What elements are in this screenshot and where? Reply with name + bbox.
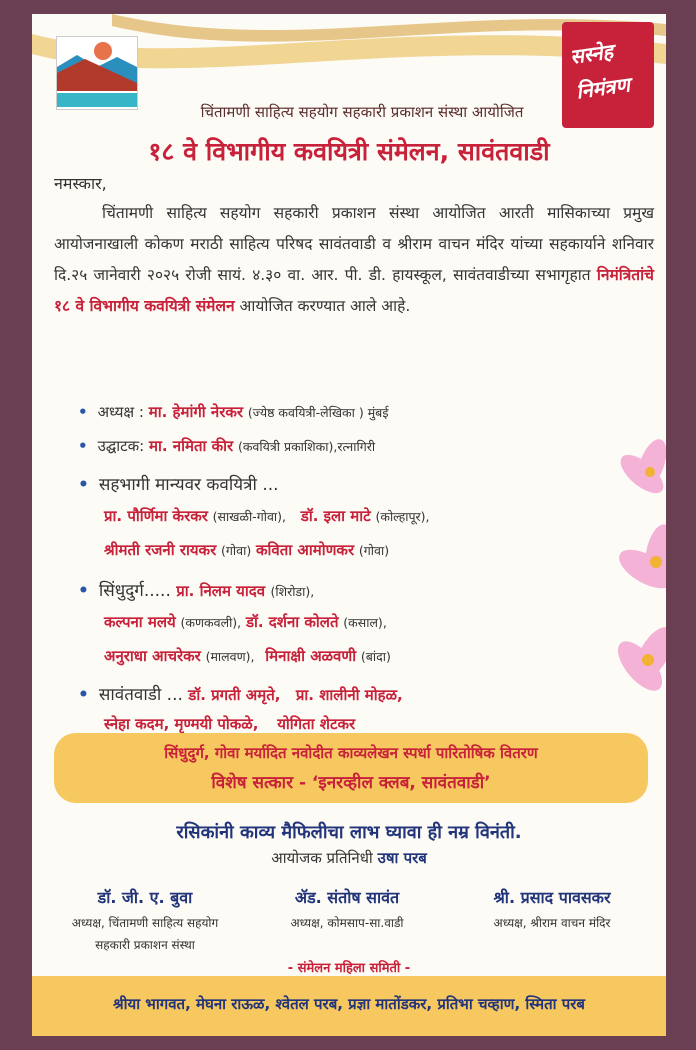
signatory-name: ॲड. संतोष सावंत	[294, 888, 400, 907]
bullet-icon: •	[78, 685, 89, 705]
poets-row-4	[104, 646, 391, 666]
flower-decoration	[602, 434, 666, 714]
award-banner	[54, 733, 648, 803]
chair-row	[78, 402, 388, 422]
bullet-icon: •	[78, 475, 89, 495]
organization-logo	[56, 36, 138, 110]
inaug-name: मा. नमिता कीर	[149, 437, 234, 455]
poets-row-2	[104, 540, 389, 560]
inaug-note: (कवयित्री प्रकाशिका),रत्नागिरी	[237, 439, 376, 454]
banner-line1: सिंधुदुर्ग, गोवा मर्यादित नवोदीत काव्यलेखन स्पर्धा पारितोषिक वितरण	[164, 744, 538, 762]
signatory-role: अध्यक्ष, श्रीराम वाचन मंदिर	[493, 916, 611, 930]
poet-place: (साखळी-गोवा),	[212, 509, 287, 524]
poet-name: स्नेहा कदम, मृण्मयी पोकळे,	[104, 715, 259, 733]
poet-name: अनुराधा आचरेकर	[104, 647, 201, 665]
signatory-role: अध्यक्ष, कोमसाप-सा.वाडी	[290, 916, 404, 930]
chair-label: अध्यक्ष :	[97, 403, 144, 421]
para-highlight: निमंत्रितांचे १८ वे विभागीय कवयित्री संमेलन	[54, 266, 654, 315]
poets-heading	[78, 472, 279, 495]
organizer-rep	[32, 848, 666, 868]
poet-name: कविता आमोणकर	[256, 541, 355, 559]
badge-line2: निमंत्रण	[574, 72, 632, 104]
poet-place: (मालवण),	[205, 649, 255, 664]
committee-members: श्रीया भागवत, मेघना राऊळ, श्वेतल परब, प्रज्ञा मातोंडकर, प्रतिभा चव्हाण, स्मिता परब	[113, 995, 585, 1013]
sawantwadi-label: सावंतवाडी ...	[98, 685, 183, 705]
chair-name: मा. हेमांगी नेरकर	[148, 403, 244, 421]
signatory-role: सहकारी प्रकाशन संस्था	[95, 938, 195, 952]
poets-row-1	[104, 506, 430, 526]
signatory-name: डॉ. जी. ए. बुवा	[97, 888, 193, 907]
intro-paragraph	[54, 198, 654, 322]
rep-label: आयोजक प्रतिनिधी	[271, 849, 373, 867]
bullet-icon: •	[78, 403, 88, 421]
poet-name: डॉ. दर्शना कोलते	[245, 613, 339, 631]
signatory-name: श्री. प्रसाद पावसकर	[493, 888, 611, 907]
poet-place: (बांदा)	[360, 649, 391, 664]
greeting: नमस्कार,	[54, 174, 107, 193]
poet-place: (कसाल),	[343, 615, 387, 630]
committee-heading: - संमेलन महिला समिती -	[287, 961, 411, 976]
poets-row-3	[104, 612, 387, 632]
signatory-2	[252, 886, 442, 934]
poet-place: (गोवा)	[221, 543, 252, 558]
poet-name: श्रीमती रजनी रायकर	[104, 541, 217, 559]
signatory-3	[452, 886, 652, 934]
poet-name: मिनाक्षी अळवणी	[265, 647, 357, 665]
poet-name: योगिता शेटकर	[277, 715, 356, 733]
sindhudurg-row	[78, 578, 314, 601]
inaug-label: उद्घाटक:	[97, 437, 145, 455]
poets-heading-text: सहभागी मान्यवर कवयित्री ...	[98, 475, 279, 495]
poet-place: (कणकवली),	[180, 615, 242, 630]
poet-name: डॉ. प्रगती अमृते,	[188, 686, 281, 704]
poet-place: (कोल्हापूर),	[375, 509, 430, 524]
poet-place: (गोवा)	[358, 543, 390, 558]
signatory-role: अध्यक्ष, चिंतामणी साहित्य सहयोग	[71, 916, 219, 930]
rep-name: उषा परब	[377, 849, 427, 867]
para-part1: चिंतामणी साहित्य सहयोग सहकारी प्रकाशन संस्था आयोजित आरती मासिकाच्या प्रमुख आयोजनाखाली कोकण मराठी साहित्य परिषद सावंतवाडी व श्रीराम वाचन मंदिर यांच्या सहकार्याने शनिवार दि.२५ जानेवारी २०२५ रोजी सायं. ४.३० वा. आर. पी. डी. हायस्कूल, सावंतवाडीच्या सभागृहात	[54, 204, 654, 284]
inaugurator-row	[78, 436, 375, 456]
appeal-text: रसिकांनी काव्य मैफिलीचा लाभ घ्यावा ही नम्र विनंती.	[176, 822, 522, 843]
badge-line1: सस्नेह	[568, 39, 615, 69]
poet-name: प्रा. शालीनी मोहळ,	[295, 686, 403, 704]
para-part2: आयोजित करण्यात आले आहे.	[239, 297, 411, 315]
poet-name: प्रा. पौर्णिमा केरकर	[104, 507, 208, 525]
banner-line2: विशेष सत्कार - ‘इनरव्हील क्लब, सावंतवाडी’	[211, 773, 491, 793]
signatory-1	[40, 886, 250, 956]
poet-name: कल्पना मलये	[104, 613, 176, 631]
poet-name: डॉ. इला माटे	[300, 507, 371, 525]
committee-footer	[32, 976, 666, 1036]
invitation-badge	[562, 22, 654, 128]
poet-place: (शिरोडा),	[270, 584, 315, 599]
organizer-line: चिंतामणी साहित्य सहयोग सहकारी प्रकाशन संस्था आयोजित	[200, 103, 524, 121]
invitation-card	[32, 14, 666, 1036]
bullet-icon: •	[78, 437, 88, 455]
sindhudurg-label: सिंधुदुर्ग.....	[98, 581, 171, 601]
chair-note: (ज्येष्ठ कवयित्री-लेखिका ) मुंबई	[247, 405, 389, 420]
poet-name: प्रा. निलम यादव	[176, 582, 266, 600]
event-title: १८ वे विभागीय कवयित्री संमेलन, सावंतवाडी	[148, 137, 550, 166]
poets-row-5	[104, 714, 355, 734]
bullet-icon: •	[78, 581, 89, 601]
sawantwadi-row	[78, 682, 403, 705]
